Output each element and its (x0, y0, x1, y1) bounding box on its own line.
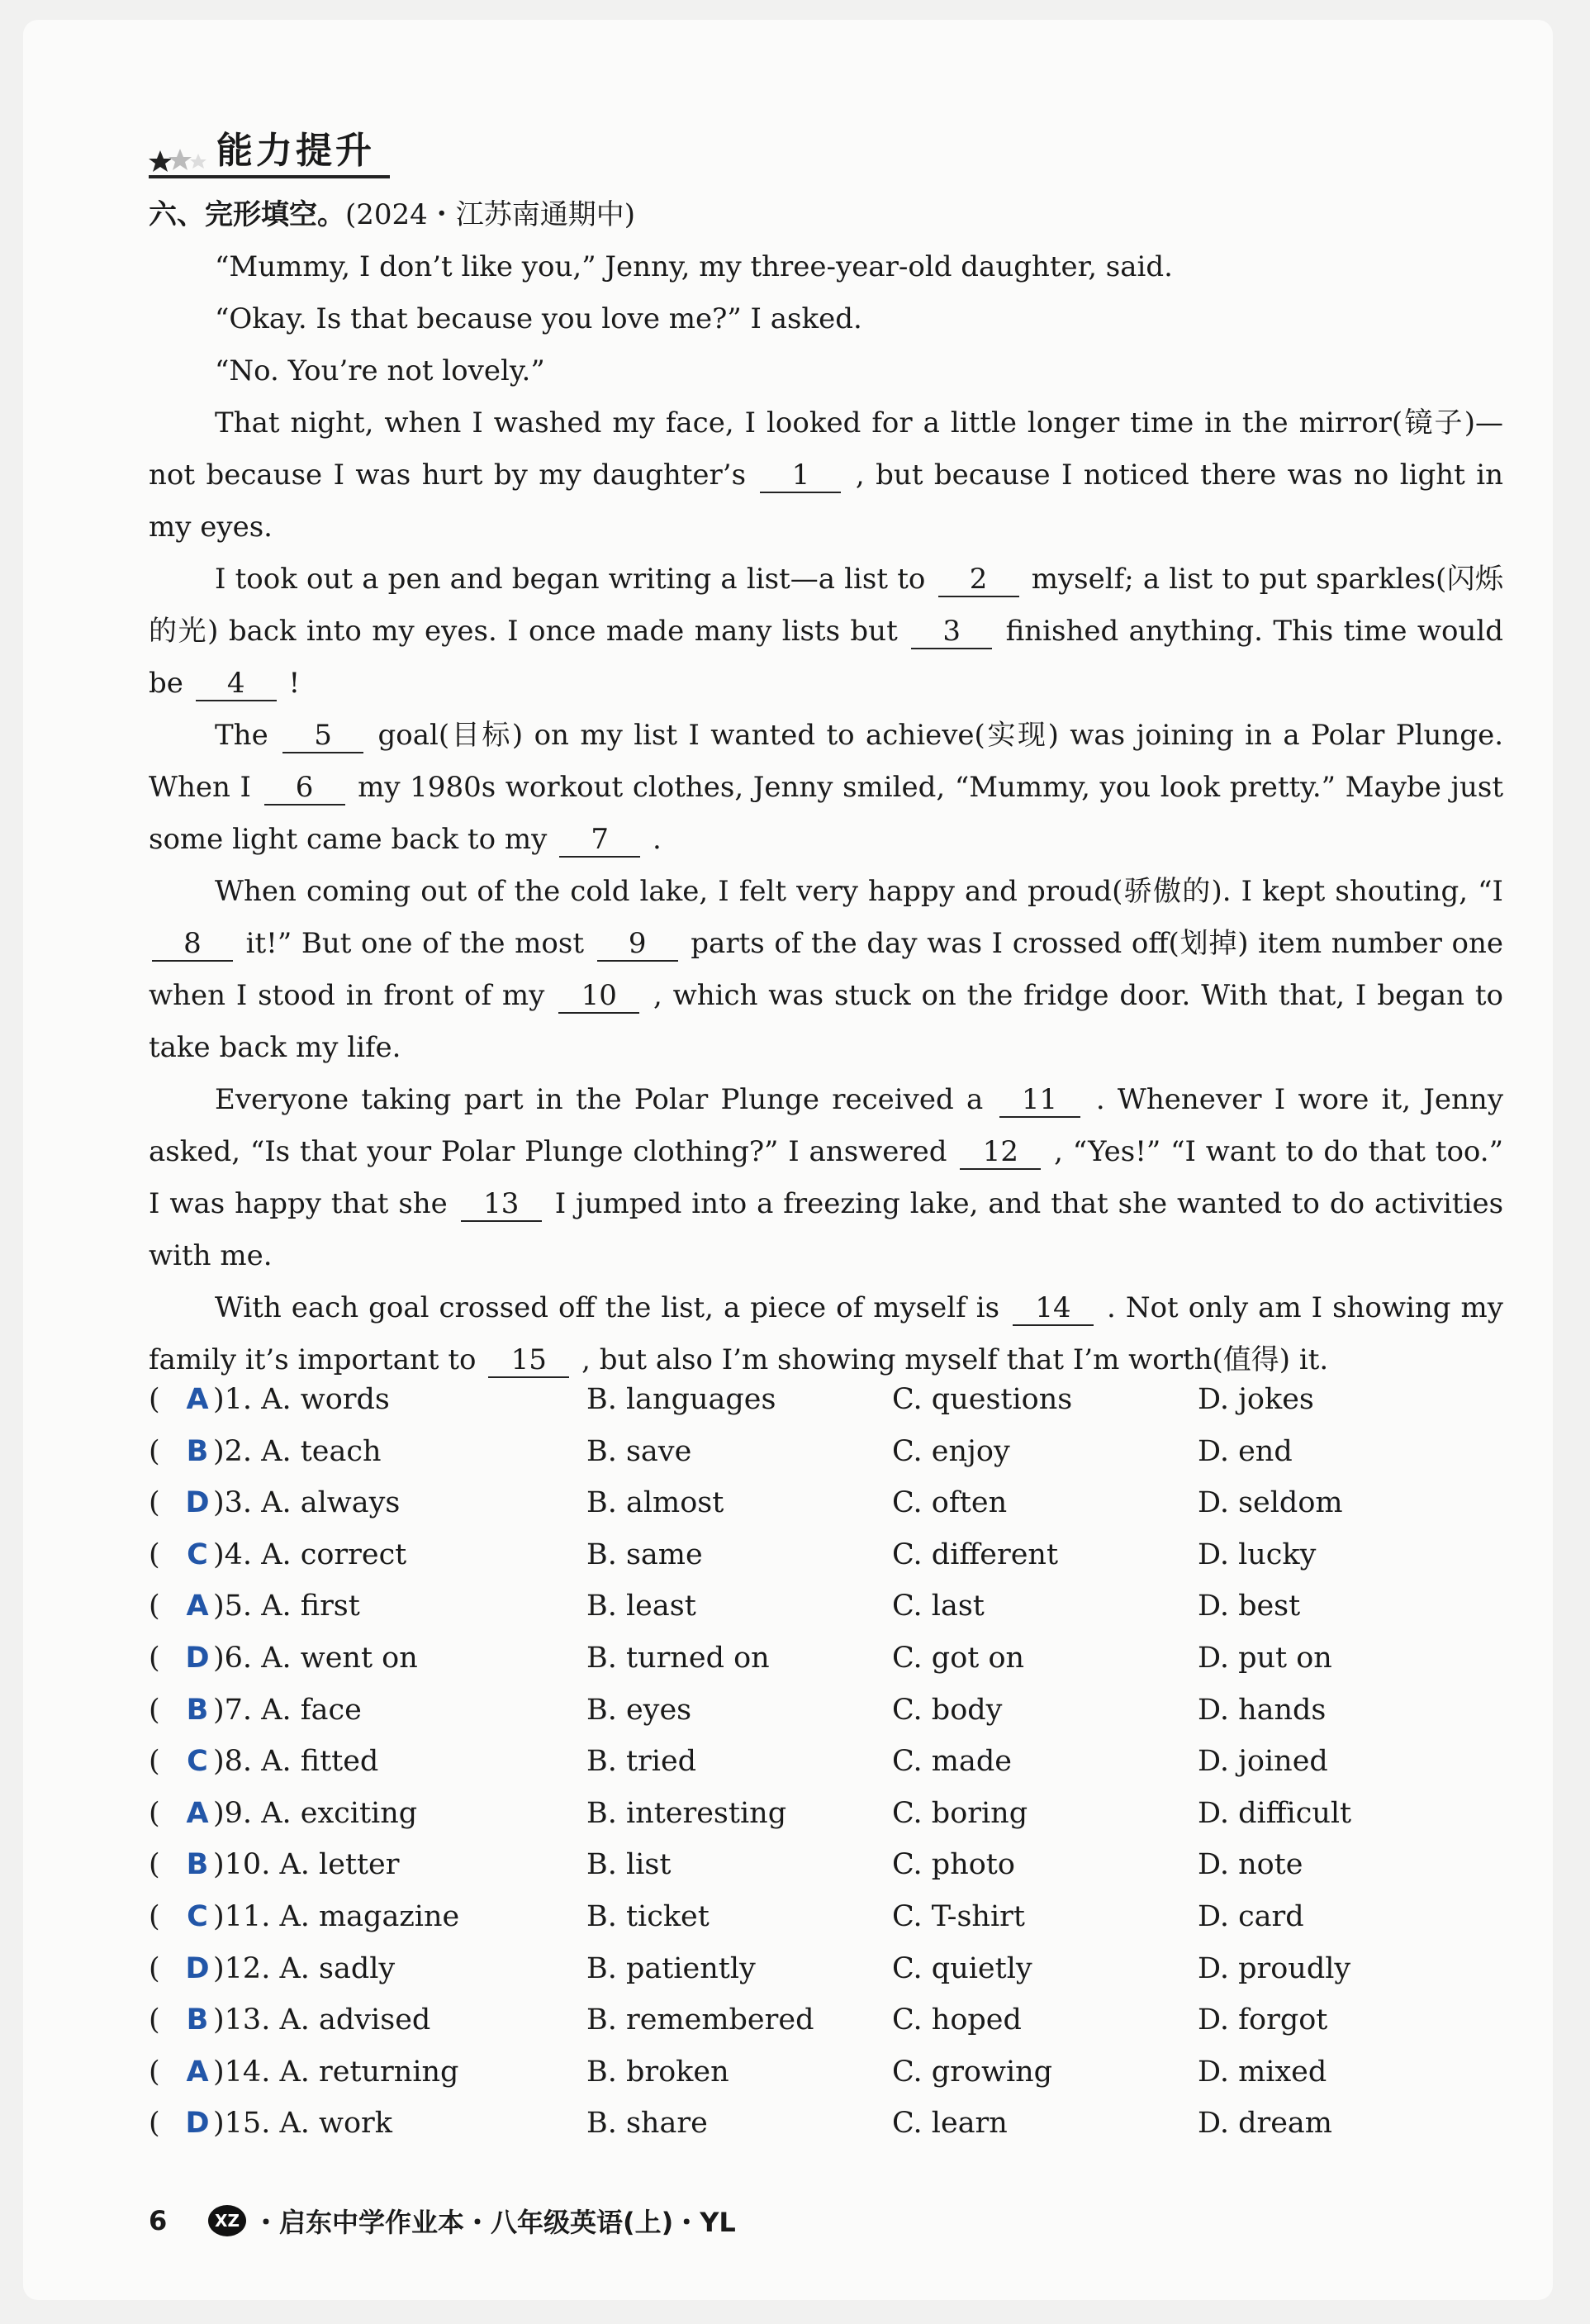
option-row (149, 1538, 1503, 1590)
passage-paragraph (149, 710, 1503, 866)
answer-paren-open: ( (149, 1848, 160, 1882)
option-d: D. best (1198, 1590, 1301, 1623)
option-d: D. end (1198, 1434, 1293, 1468)
passage-text: Everyone taking part in the Polar Plunge received a (215, 1083, 984, 1116)
answer-paren-close: ) (213, 2055, 225, 2089)
option-row (149, 1900, 1503, 1952)
option-d: D. difficult (1198, 1796, 1352, 1830)
answer-paren-open: ( (149, 2003, 160, 2037)
option-a (213, 1383, 390, 1416)
passage-paragraph (149, 1282, 1503, 1386)
cloze-blank[interactable]: 14 (1013, 1291, 1094, 1326)
option-a-text: A. letter (279, 1848, 400, 1882)
question-number: 11. (224, 1899, 271, 1933)
question-number: 13. (224, 2003, 271, 2037)
option-c: C. different (892, 1537, 1059, 1571)
option-row (149, 1435, 1503, 1487)
answer-paren-open: ( (149, 1641, 160, 1675)
answer-paren-open: ( (149, 1745, 160, 1779)
option-row (149, 1486, 1503, 1538)
passage-text: “Okay. Is that because you love me?” I asked. (215, 302, 862, 335)
answer-paren-close: ) (213, 1434, 225, 1468)
option-a-text: A. work (279, 2107, 392, 2141)
option-c: C. last (892, 1590, 985, 1623)
option-b: B. turned on (586, 1641, 770, 1675)
question-number: 8. (224, 1745, 253, 1779)
answer-letter[interactable]: A (186, 1383, 209, 1416)
answer-letter[interactable]: D (185, 1486, 210, 1520)
section-header (149, 112, 396, 187)
cloze-blank[interactable]: 15 (488, 1343, 569, 1378)
book-title: ・启东中学作业本・八年级英语(上)・YL (253, 2207, 736, 2238)
question-source: (2024・江苏南通期中) (345, 198, 636, 231)
option-d: D. jokes (1198, 1383, 1314, 1416)
option-c: C. learn (892, 2107, 1008, 2141)
question-number: 7. (224, 1693, 253, 1727)
cloze-blank[interactable]: 10 (558, 979, 639, 1014)
option-a-text: A. returning (279, 2055, 459, 2089)
cloze-blank[interactable]: 3 (911, 615, 992, 649)
option-a-text: A. correct (261, 1537, 407, 1571)
answer-letter[interactable]: B (186, 1848, 209, 1882)
answer-paren-open: ( (149, 2107, 160, 2141)
option-d: D. dream (1198, 2107, 1332, 2141)
answer-letter[interactable]: D (185, 1641, 210, 1675)
option-b: B. share (586, 2107, 708, 2141)
passage-text: “No. You’re not lovely.” (215, 354, 545, 387)
option-b: B. eyes (586, 1693, 692, 1727)
answer-paren-close: ) (213, 1951, 225, 1985)
question-title (149, 192, 635, 232)
option-c: C. photo (892, 1848, 1015, 1882)
cloze-blank[interactable]: 4 (196, 667, 277, 701)
question-number: 3. (224, 1486, 253, 1520)
option-row (149, 1952, 1503, 2004)
option-row (149, 1694, 1503, 1746)
passage-paragraph (149, 554, 1503, 710)
option-d: D. lucky (1198, 1537, 1317, 1571)
cloze-blank[interactable]: 9 (597, 927, 678, 962)
passage-paragraph (149, 866, 1503, 1074)
cloze-blank[interactable]: 12 (960, 1135, 1041, 1170)
passage-text: finished anything. This time would be (149, 615, 1504, 700)
question-number: 6. (224, 1641, 253, 1675)
option-c: C. got on (892, 1641, 1025, 1675)
option-a (213, 1435, 382, 1468)
answer-paren-open: ( (149, 1537, 160, 1571)
option-b: B. save (586, 1434, 692, 1468)
option-a-text: A. went on (261, 1641, 418, 1675)
option-b: B. almost (586, 1486, 724, 1520)
answer-letter[interactable]: C (187, 1745, 208, 1779)
answer-paren-close: ) (213, 2003, 225, 2037)
answer-paren-close: ) (213, 1486, 225, 1520)
option-b: B. list (586, 1848, 672, 1882)
option-a-text: A. teach (261, 1434, 382, 1468)
option-c: C. made (892, 1745, 1012, 1779)
passage-paragraph (149, 293, 1503, 345)
option-a-text: A. face (261, 1693, 362, 1727)
option-row (149, 2055, 1503, 2108)
answer-paren-close: ) (213, 1899, 225, 1933)
option-row (149, 1642, 1503, 1694)
answer-paren-open: ( (149, 1951, 160, 1985)
answer-paren-close: ) (213, 1745, 225, 1779)
section-rule (149, 175, 390, 178)
option-d: D. forgot (1198, 2003, 1328, 2037)
question-number: 15. (224, 2107, 271, 2141)
question-number: 1. (224, 1383, 253, 1416)
answer-letter[interactable]: C (187, 1537, 208, 1571)
answer-letter[interactable]: B (186, 1434, 209, 1468)
option-a (213, 1797, 417, 1830)
workbook-page (23, 20, 1553, 2300)
option-row (149, 2107, 1503, 2159)
option-d: D. joined (1198, 1745, 1328, 1779)
passage-text: , but because I noticed there was no light in my eyes. (149, 459, 1503, 544)
option-a-text: A. words (261, 1383, 390, 1416)
answer-paren-open: ( (149, 1434, 160, 1468)
answer-paren-close: ) (213, 1590, 225, 1623)
option-a (213, 2055, 458, 2089)
passage-text: myself; a list to put sparkles(闪烁的光) back into my eyes. I once made many lists but (149, 563, 1503, 648)
passage-text: I jumped into a freezing lake, and that she wanted to do activities with me. (149, 1187, 1504, 1272)
option-b: B. interesting (586, 1796, 787, 1830)
option-b: B. same (586, 1537, 703, 1571)
cloze-passage (149, 241, 1503, 1386)
passage-paragraph (149, 241, 1503, 293)
option-row (149, 1848, 1503, 1900)
option-b: B. ticket (586, 1899, 710, 1933)
answer-paren-open: ( (149, 1796, 160, 1830)
answer-paren-open: ( (149, 1693, 160, 1727)
passage-text: . Not only am I showing my family it’s important to (149, 1291, 1503, 1376)
passage-text: my 1980s workout clothes, Jenny smiled, “Mummy, you look pretty.” Maybe just some light came back to my (149, 771, 1503, 856)
passage-text: , but also I’m showing myself that I’m worth(值得) it. (581, 1343, 1329, 1376)
answer-paren-open: ( (149, 2055, 160, 2089)
cloze-blank[interactable]: 8 (152, 927, 233, 962)
option-a-text: A. always (261, 1486, 401, 1520)
passage-text: . (652, 823, 662, 856)
option-c: C. growing (892, 2055, 1053, 2089)
option-c: C. questions (892, 1383, 1073, 1416)
option-b: B. remembered (586, 2003, 814, 2037)
answer-letter[interactable]: C (187, 1899, 208, 1933)
option-a (213, 1900, 459, 1933)
passage-text: it!” But one of the most (245, 927, 584, 960)
answer-paren-close: ) (213, 1537, 225, 1571)
passage-text: goal(目标) on my list I wanted to achieve(实现) was joining in a Polar Plunge. When I (149, 719, 1503, 804)
answer-letter[interactable]: D (185, 1951, 210, 1985)
option-a (213, 1694, 362, 1727)
option-a-text: A. sadly (279, 1951, 396, 1985)
section-title: 能力提升 (216, 130, 375, 172)
option-row (149, 1383, 1503, 1435)
option-d: D. mixed (1198, 2055, 1327, 2089)
cloze-blank[interactable]: 1 (760, 459, 841, 493)
question-heading: 六、完形填空。 (149, 198, 345, 231)
option-b: B. patiently (586, 1951, 756, 1985)
answer-paren-open: ( (149, 1486, 160, 1520)
passage-text: That night, when I washed my face, I looked for a little longer time in the mirror(镜子)—not because I was hurt by my daughter’s (149, 406, 1503, 492)
option-row (149, 1745, 1503, 1797)
option-c: C. hoped (892, 2003, 1022, 2037)
option-row (149, 1590, 1503, 1642)
option-a (213, 1538, 406, 1571)
option-a-text: A. fitted (261, 1745, 379, 1779)
passage-text: With each goal crossed off the list, a piece of myself is (215, 1291, 1000, 1324)
option-b: B. least (586, 1590, 696, 1623)
option-a (213, 1486, 400, 1519)
option-d: D. put on (1198, 1641, 1332, 1675)
option-a (213, 1590, 360, 1623)
passage-text: , “Yes!” “I want to do that too.” I was happy that she (149, 1135, 1503, 1220)
answer-paren-close: ) (213, 1848, 225, 1882)
question-number: 14. (224, 2055, 271, 2089)
question-number: 10. (224, 1848, 271, 1882)
answer-paren-open: ( (149, 1899, 160, 1933)
stars-icon (149, 145, 215, 178)
question-number: 5. (224, 1590, 253, 1623)
answer-paren-open: ( (149, 1590, 160, 1623)
passage-paragraph (149, 345, 1503, 397)
option-a (213, 2107, 392, 2140)
option-a (213, 1642, 418, 1675)
option-d: D. note (1198, 1848, 1303, 1882)
cloze-blank[interactable]: 13 (461, 1187, 542, 1222)
page-number: 6 (149, 2205, 168, 2236)
option-row (149, 2003, 1503, 2055)
option-c: C. T-shirt (892, 1899, 1025, 1933)
option-c: C. boring (892, 1796, 1028, 1830)
option-c: C. often (892, 1486, 1008, 1520)
passage-text: . Whenever I wore it, Jenny asked, “Is that your Polar Plunge clothing?” I answered (149, 1083, 1504, 1168)
option-a (213, 1848, 399, 1881)
passage-text: ! (288, 667, 301, 700)
passage-text: “Mummy, I don’t like you,” Jenny, my three-year-old daughter, said. (215, 250, 1173, 283)
answer-paren-close: ) (213, 1383, 225, 1416)
passage-paragraph (149, 397, 1503, 554)
options-list (149, 1383, 1503, 2159)
passage-text: , which was stuck on the fridge door. With that, I began to take back my life. (149, 979, 1503, 1064)
question-number: 4. (224, 1537, 253, 1571)
question-number: 2. (224, 1434, 253, 1468)
cloze-blank[interactable]: 5 (282, 719, 363, 753)
answer-letter[interactable]: A (186, 2055, 209, 2089)
answer-letter[interactable]: B (186, 1693, 209, 1727)
question-number: 9. (224, 1796, 253, 1830)
option-d: D. seldom (1198, 1486, 1343, 1520)
answer-letter[interactable]: B (186, 2003, 209, 2037)
passage-text: The (215, 719, 268, 752)
passage-paragraph (149, 1074, 1503, 1282)
option-a (213, 2003, 430, 2036)
cloze-blank[interactable]: 2 (938, 563, 1019, 597)
option-d: D. proudly (1198, 1951, 1351, 1985)
question-number: 12. (224, 1951, 271, 1985)
answer-letter[interactable]: A (186, 1796, 209, 1830)
answer-letter[interactable]: A (186, 1590, 209, 1623)
option-c: C. enjoy (892, 1434, 1010, 1468)
cloze-blank[interactable]: 6 (264, 771, 345, 806)
option-c: C. quietly (892, 1951, 1032, 1985)
option-b: B. languages (586, 1383, 776, 1416)
cloze-blank[interactable]: 7 (559, 823, 640, 858)
option-a-text: A. first (261, 1590, 360, 1623)
answer-paren-close: ) (213, 1796, 225, 1830)
option-a (213, 1745, 378, 1778)
option-a-text: A. exciting (261, 1796, 418, 1830)
answer-letter[interactable]: D (185, 2107, 210, 2141)
publisher-logo-icon: XZ (208, 2205, 246, 2236)
answer-paren-open: ( (149, 1383, 160, 1416)
option-c: C. body (892, 1693, 1003, 1727)
passage-text: parts of the day was I crossed off(划掉) item number one when I stood in front of my (149, 927, 1504, 1012)
cloze-blank[interactable]: 11 (999, 1083, 1080, 1118)
option-a (213, 1952, 395, 1985)
option-d: D. card (1198, 1899, 1304, 1933)
passage-text: I took out a pen and began writing a list—a list to (215, 563, 926, 596)
option-d: D. hands (1198, 1693, 1327, 1727)
option-row (149, 1797, 1503, 1849)
page-footer (149, 2196, 736, 2246)
option-b: B. broken (586, 2055, 729, 2089)
option-a-text: A. magazine (279, 1899, 460, 1933)
answer-paren-close: ) (213, 1693, 225, 1727)
answer-paren-close: ) (213, 1641, 225, 1675)
passage-text: When coming out of the cold lake, I felt very happy and proud(骄傲的). I kept shouting, “I (215, 875, 1503, 908)
option-b: B. tried (586, 1745, 697, 1779)
option-a-text: A. advised (279, 2003, 431, 2037)
answer-paren-close: ) (213, 2107, 225, 2141)
